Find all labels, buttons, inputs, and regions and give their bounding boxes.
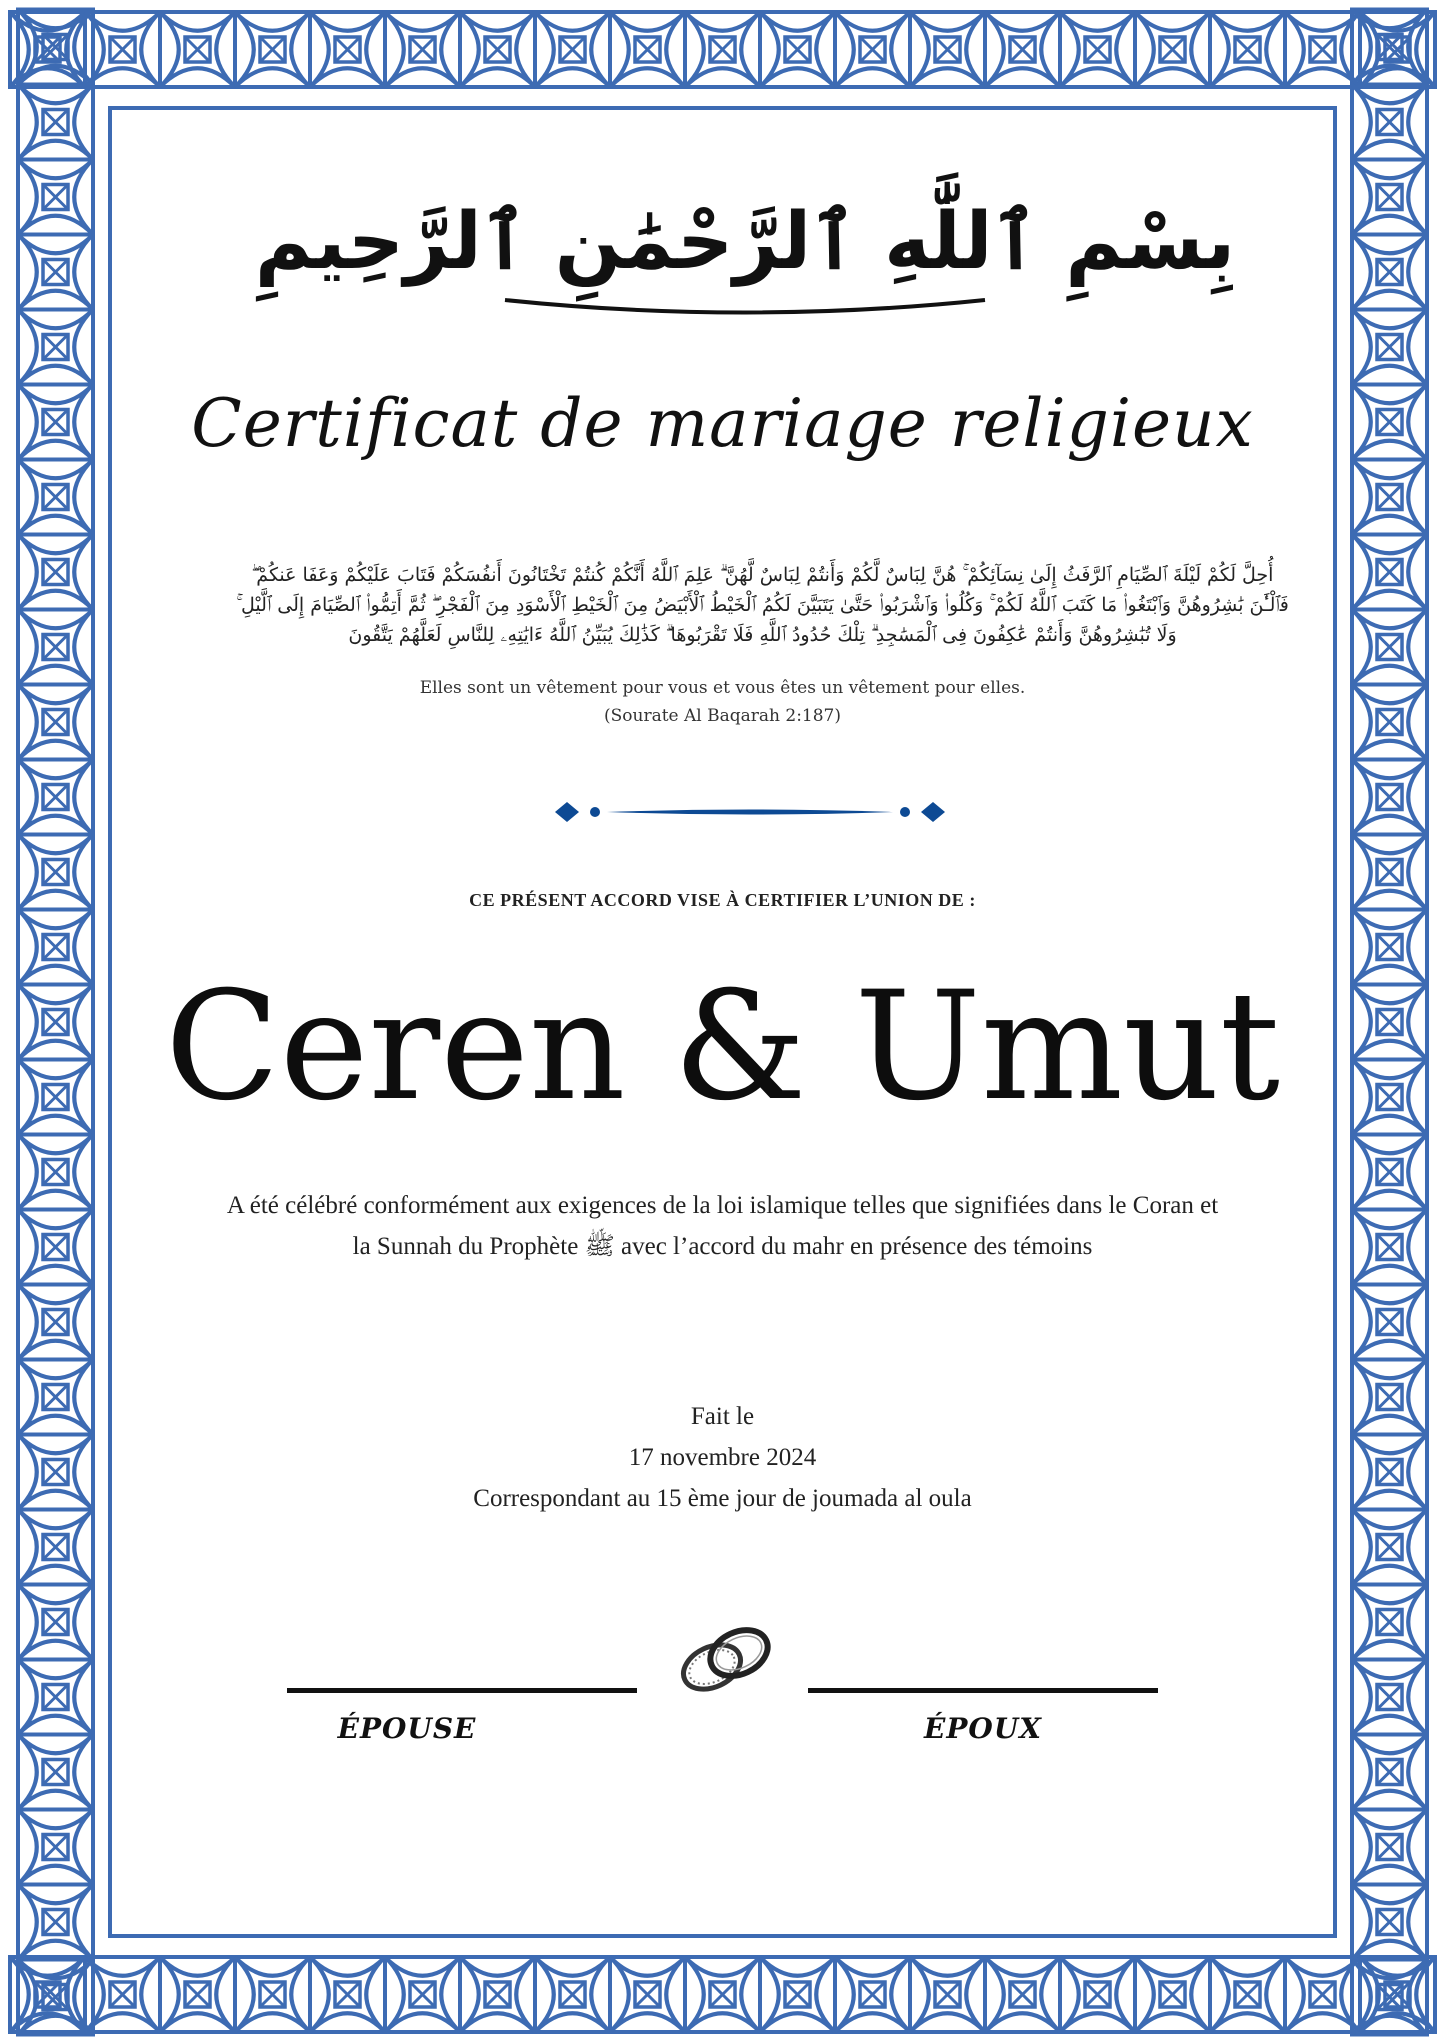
diamond-divider [555,797,945,827]
wedding-rings-icon [667,1615,782,1700]
ceremony-statement: A été célébré conformément aux exigences de la loi islamique telles que signifiées dans le Coran et la Sunnah du Prophète ﷺ avec l’accord du mahr en présence des témoins [226,1192,1219,1260]
ceremony-date: 17 novembre 2024 [628,1444,817,1471]
couple-names: Ceren & Umut [164,960,1281,1134]
groom-label: ÉPOUX [924,1712,1042,1745]
bride-label: ÉPOUSE [337,1712,477,1745]
certificate-title: Certificat de mariage religieux [191,385,1254,462]
union-intro: CE PRÉSENT ACCORD VISE À CERTIFIER L’UNION DE : [469,890,976,910]
verse-arabic: أُحِلَّ لَكُمْ لَيْلَةَ ٱلصِّيَامِ ٱلرَّفَثُ إِلَىٰ نِسَآئِكُمْ ۚ هُنَّ لِبَاسٌ لَّكُمْ وَأَنتُمْ لِبَاسٌ لَّهُنَّ ۗ عَلِمَ ٱللَّهُ أَنَّكُمْ كُنتُمْ تَخْتَانُونَ أَنفُسَكُمْ فَتَابَ عَلَيْكُمْ وَعَفَا عَنكُمْ ۖ فَٱلْـَٰٔنَ بَٰشِرُوهُنَّ وَٱبْتَغُوا۟ مَا كَتَبَ ٱللَّهُ لَكُمْ ۚ وَكُلُوا۟ وَٱشْرَبُوا۟ حَتَّىٰ يَتَبَيَّنَ لَكُمُ ٱلْخَيْطُ ٱلْأَبْيَضُ مِنَ ٱلْخَيْطِ ٱلْأَسْوَدِ مِنَ ٱلْفَجْرِ ۖ ثُمَّ أَتِمُّوا۟ ٱلصِّيَامَ إِلَى ٱلَّيْلِ ۚ وَلَا تُبَٰشِرُوهُنَّ وَأَنتُمْ عَٰكِفُونَ فِى ٱلْمَسَٰجِدِ ۗ تِلْكَ حُدُودُ ٱللَّهِ فَلَا تَقْرَبُوهَا ۗ كَذَٰلِكَ يُبَيِّنُ ٱللَّهُ ءَايَٰتِهِۦ لِلنَّاسِ لَعَلَّهُمْ يَتَّقُونَ [236,564,1289,646]
made-label: Fait le [690,1403,755,1430]
groom-signature-line [808,1688,1158,1693]
verse-reference: (Sourate Al Baqarah 2:187) [603,706,842,726]
hijri-date: Correspondant au 15 ème jour de joumada al oula [473,1485,972,1512]
verse-translation: Elles sont un vêtement pour vous et vous êtes un vêtement pour elles. [419,678,1026,698]
basmala-text: بِسْمِ ٱللَّٰهِ ٱلرَّحْمَٰنِ ٱلرَّحِيمِ [254,197,1236,287]
basmala-calligraphy [254,150,1236,330]
bride-signature-line [287,1688,637,1693]
